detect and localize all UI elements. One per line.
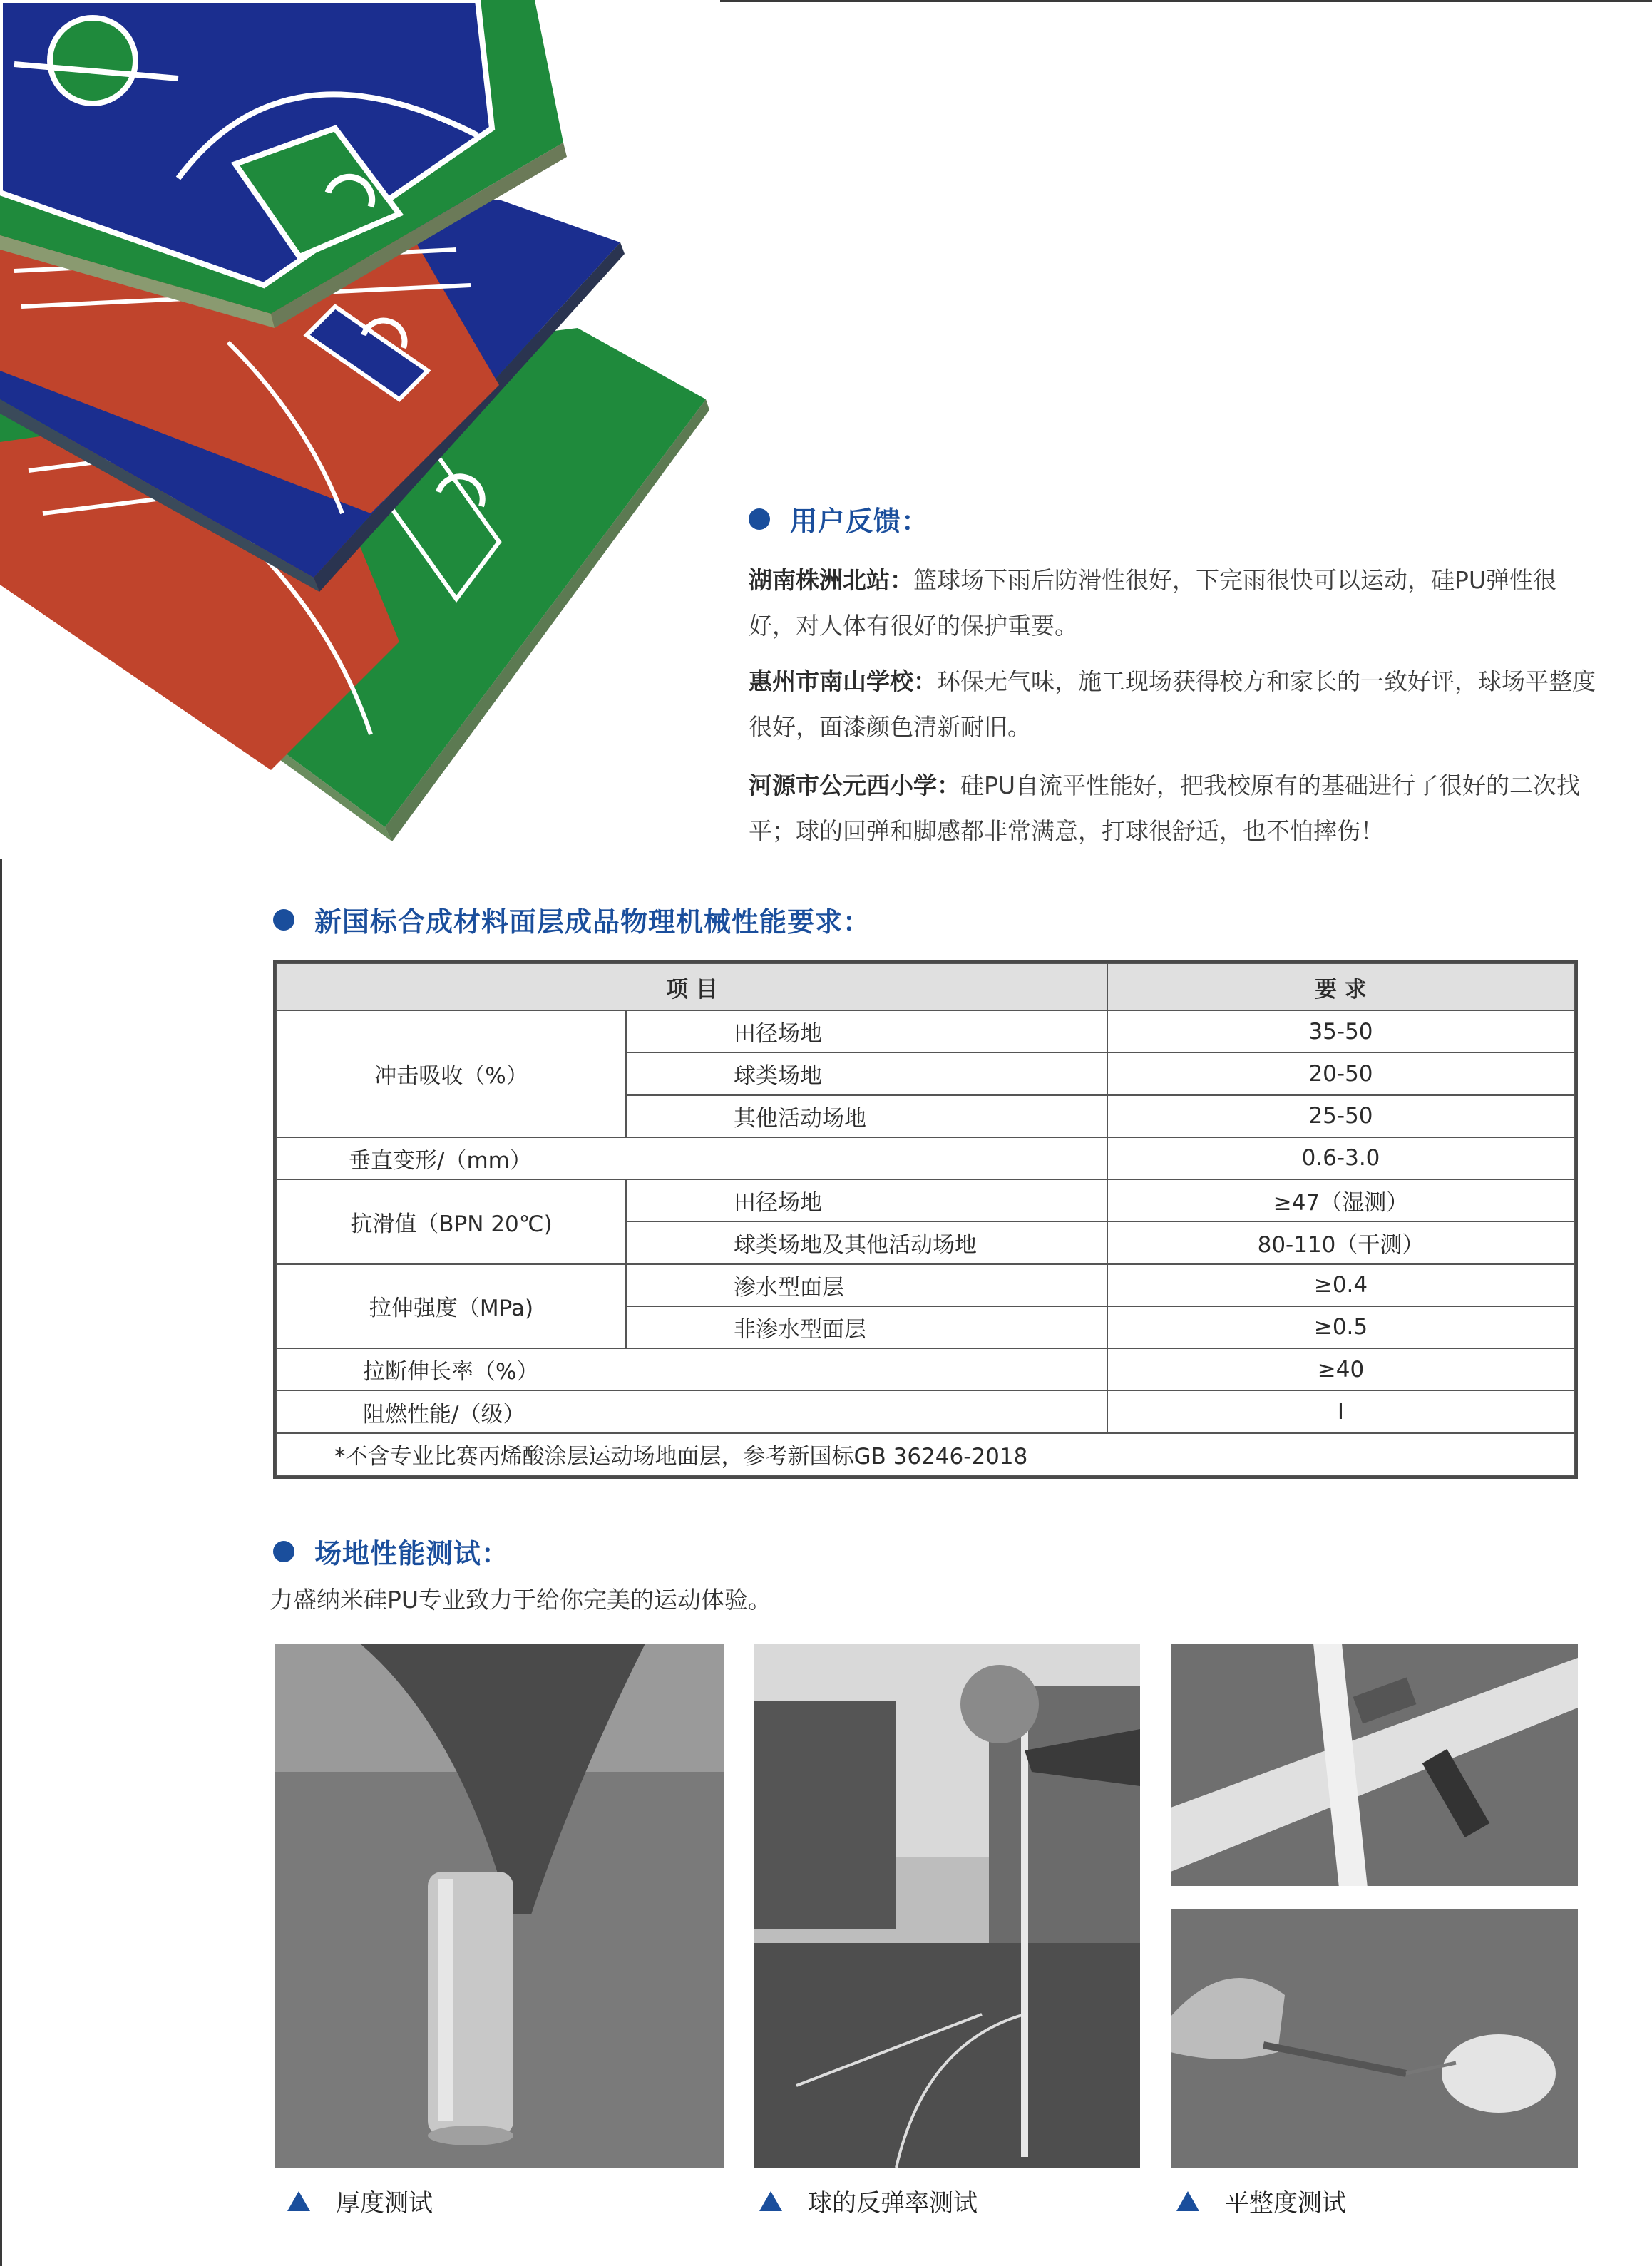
spec-title: 新国标合成材料面层成品物理机械性能要求： [314,906,871,938]
row-value: I [1107,1390,1574,1432]
bullet-dot-icon [273,909,294,931]
spec-heading [273,900,871,939]
caption-text: 厚度测试 [336,2189,433,2218]
row-label: 垂直变形/（mm） [277,1137,1107,1179]
feedback-source: 河源市公元西小学： [749,771,960,799]
flatness-test-photo-top [1171,1644,1578,1886]
row-sub: 非渗水型面层 [626,1306,1107,1348]
table-header-row [277,963,1574,1010]
row-label: 拉伸强度（MPa) [277,1264,626,1349]
row-label: 拉断伸长率（%） [277,1348,1107,1390]
caption-text: 平整度测试 [1225,2189,1346,2218]
spec-table [273,960,1578,1479]
table-row [277,1179,1574,1221]
table-row [277,1390,1574,1432]
row-sub: 其他活动场地 [626,1095,1107,1137]
feedback-source: 湖南株洲北站： [749,566,913,594]
feedback-text: 环保无气味，施工现场获得校方和家长的一致好评，球场平整度很好，面漆颜色清新耐旧。 [749,667,1596,741]
table-row [277,1010,1574,1052]
caption-thickness [287,2183,433,2218]
row-label: 冲击吸收（%） [277,1010,626,1137]
table-row [277,1137,1574,1179]
header-item: 项 目 [277,963,1107,1010]
feedback-heading [749,499,929,538]
row-value: 20-50 [1107,1052,1574,1094]
feedback-item [749,659,1597,750]
row-value: ≥47（湿测） [1107,1179,1574,1221]
header-requirement: 要 求 [1107,963,1574,1010]
row-label: 抗滑值（BPN 20℃) [277,1179,626,1264]
feedback-text: 篮球场下雨后防滑性很好，下完雨很快可以运动，硅PU弹性很好，对人体有很好的保护重要。 [749,566,1557,640]
row-value: ≥0.4 [1107,1264,1574,1306]
row-sub: 球类场地及其他活动场地 [626,1221,1107,1263]
table-footnote-row [277,1433,1574,1475]
test-heading [273,1532,509,1571]
table-row [277,1348,1574,1390]
row-sub: 田径场地 [626,1179,1107,1221]
feedback-item [749,558,1597,649]
row-value: 35-50 [1107,1010,1574,1052]
row-sub: 渗水型面层 [626,1264,1107,1306]
triangle-marker-icon [287,2191,310,2211]
caption-text: 球的反弹率测试 [808,2189,978,2218]
thickness-test-photo [275,1644,724,2168]
feedback-source: 惠州市南山学校： [749,667,937,695]
triangle-marker-icon [1176,2191,1199,2211]
flatness-test-photo-bottom [1171,1909,1578,2168]
row-sub: 田径场地 [626,1010,1107,1052]
caption-flatness [1176,2183,1346,2218]
caption-rebound [759,2183,978,2218]
bullet-dot-icon [749,508,770,530]
row-value: 0.6-3.0 [1107,1137,1574,1179]
court-samples-illustration [0,0,720,859]
ball-rebound-test-photo [754,1644,1140,2168]
row-value: 80-110（干测） [1107,1221,1574,1263]
row-value: ≥40 [1107,1348,1574,1390]
row-sub: 球类场地 [626,1052,1107,1094]
row-label: 阻燃性能/（级） [277,1390,1107,1432]
feedback-title: 用户反馈： [790,506,930,537]
table-footnote: *不含专业比赛丙烯酸涂层运动场地面层，参考新国标GB 36246-2018 [277,1433,1574,1475]
feedback-item [749,763,1597,854]
table-row [277,1264,1574,1306]
feedback-text: 硅PU自流平性能好，把我校原有的基础进行了很好的二次找平；球的回弹和脚感都非常满意，打球很舒适，也不怕摔伤！ [749,771,1581,845]
top-rule [720,0,1652,2]
test-title: 场地性能测试： [314,1538,510,1569]
bullet-dot-icon [273,1541,294,1562]
triangle-marker-icon [759,2191,782,2211]
row-value: 25-50 [1107,1095,1574,1137]
test-subtitle: 力盛纳米硅PU专业致力于给你完美的运动体验。 [270,1586,772,1614]
row-value: ≥0.5 [1107,1306,1574,1348]
left-rule [0,859,2,2266]
